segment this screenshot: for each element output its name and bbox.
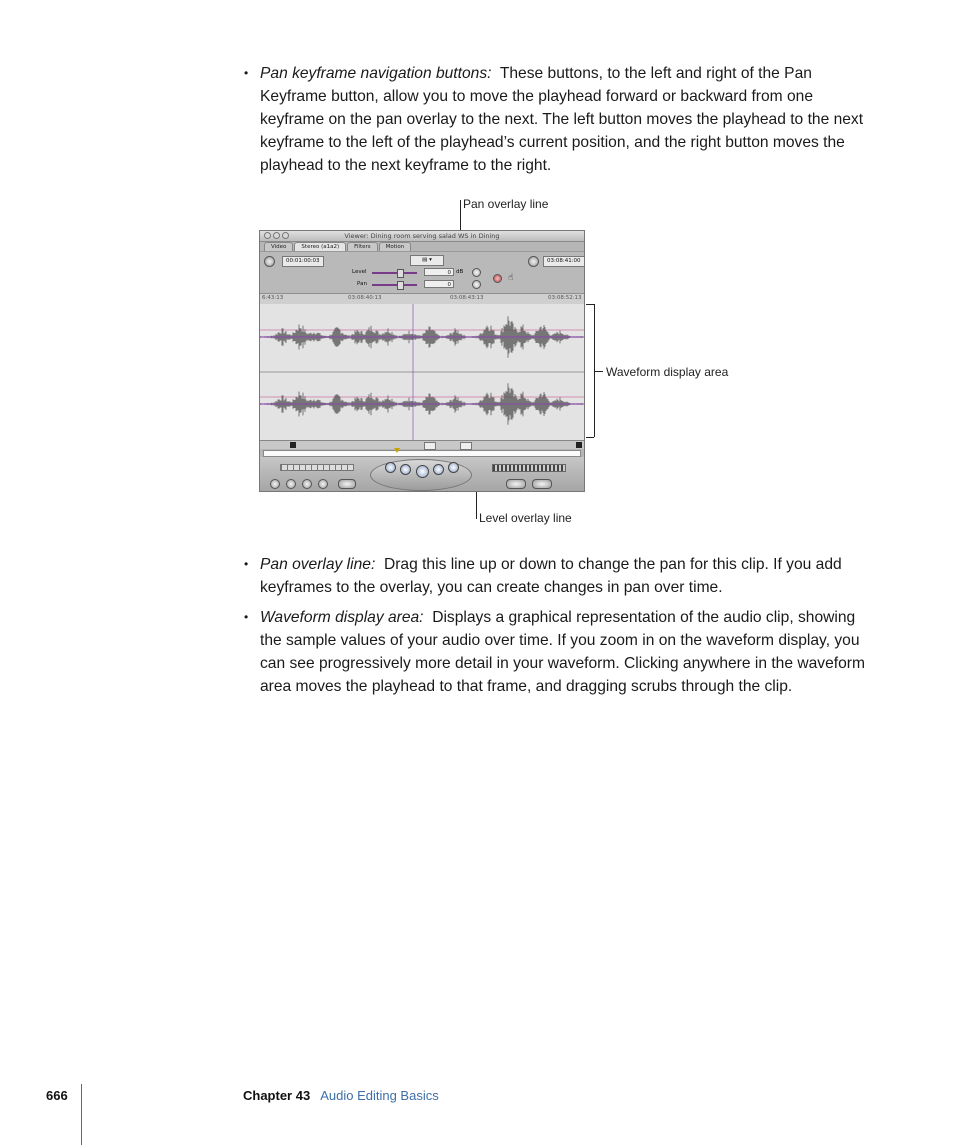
scroll-thumb-right[interactable]: [460, 442, 472, 450]
previous-edit-button[interactable]: [385, 462, 396, 473]
generator-button[interactable]: [532, 479, 552, 489]
footer-divider: [81, 1084, 82, 1145]
scroll-left-arrow-icon[interactable]: [290, 442, 296, 448]
zoom-scrollbar[interactable]: [260, 440, 584, 449]
level-label: Level: [352, 269, 367, 275]
waveform-display-area[interactable]: [260, 304, 584, 440]
chapter-label: Chapter 43: [243, 1088, 311, 1103]
viewer-tabs: [264, 242, 411, 251]
callout-level-overlay: Level overlay line: [479, 511, 572, 525]
callout-pan-overlay: Pan overlay line: [463, 197, 549, 211]
recent-clips-button[interactable]: [506, 479, 526, 489]
shuttle-control[interactable]: [280, 464, 354, 471]
playhead-icon[interactable]: [394, 448, 400, 453]
ruler-tick: 03:08:43:13: [450, 295, 484, 301]
viewer-title: Viewer: Dining room serving salad WS in Dining: [344, 232, 500, 240]
viewer-titlebar: [260, 231, 584, 242]
bullet-text: Drag this line up or down to change the pan for this clip. If you add keyframes to the overlay, you can create changes in pan over time.: [260, 556, 842, 596]
play-in-to-out-button[interactable]: [400, 464, 411, 475]
bullet-pan-overlay-line: [244, 553, 880, 599]
bullet-waveform-display-area: [244, 606, 880, 698]
level-keyframe-button[interactable]: [472, 268, 481, 277]
ruler-tick: 03:08:40:13: [348, 295, 382, 301]
level-value[interactable]: 0: [424, 268, 454, 276]
add-keyframe-button[interactable]: [318, 479, 328, 489]
transport-controls: [260, 457, 584, 492]
ruler-tick: 6:43:13: [262, 295, 284, 301]
section-title[interactable]: Audio Editing Basics: [320, 1088, 439, 1103]
bullet-term: Pan overlay line:: [260, 556, 376, 573]
ruler-tick: 03:08:52:13: [548, 295, 582, 301]
bullet-text: These buttons, to the left and right of the Pan Keyframe button, allow you to move the playhead forward or backward from one keyframe on the pan overlay to the next. The left button moves the playhead to the next keyframe to the left of the playhead’s current position, and the right button moves the playhead to the next keyframe to the right.: [260, 65, 864, 174]
bullet-marker: •: [244, 66, 249, 80]
play-button[interactable]: [416, 465, 429, 478]
jog-control[interactable]: [492, 464, 566, 472]
drag-hand-icon[interactable]: [264, 256, 275, 267]
bullet-marker: •: [244, 557, 249, 571]
scrubber-bar[interactable]: [263, 450, 581, 457]
bullet-term: Waveform display area:: [260, 609, 424, 626]
pan-slider[interactable]: [372, 284, 417, 286]
tab-filters[interactable]: Filters: [347, 242, 378, 251]
match-frame-button[interactable]: [338, 479, 356, 489]
level-unit: dB: [456, 269, 464, 275]
bullet-marker: •: [244, 610, 249, 624]
jog-icon[interactable]: [528, 256, 539, 267]
current-timecode[interactable]: 03:08:41:00: [543, 256, 585, 267]
waveform-graphic: [260, 304, 584, 440]
level-slider[interactable]: [372, 272, 417, 274]
bullet-term: Pan keyframe navigation buttons:: [260, 65, 492, 82]
play-around-button[interactable]: [433, 464, 444, 475]
bullet-text: Displays a graphical representation of the audio clip, showing the sample values of your audio over time. If you zoom in on the waveform display, you can see progressively more detail in your waveform. Clicking anywhere in the waveform area moves the playhead to that frame, and dragging scrubs through the clip.: [260, 609, 865, 695]
bracket-bottom: [586, 437, 594, 438]
reset-button[interactable]: [493, 274, 502, 283]
bracket-top: [586, 304, 594, 305]
tab-stereo[interactable]: Stereo (a1a2): [294, 242, 346, 251]
page-number: 666: [46, 1088, 68, 1103]
drag-hand-cursor-icon[interactable]: ☝: [508, 273, 514, 283]
scroll-thumb[interactable]: [424, 442, 436, 450]
tab-motion[interactable]: Motion: [379, 242, 412, 251]
bracket-leader: [594, 371, 603, 372]
callout-waveform-area: Waveform display area: [606, 365, 729, 379]
clip-menu-button[interactable]: ▤ ▾: [410, 255, 444, 266]
insert-button[interactable]: [270, 479, 280, 489]
pan-value[interactable]: 0: [424, 280, 454, 288]
duration-timecode[interactable]: 00:01:00:03: [282, 256, 324, 267]
bullet-pan-keyframe-nav: [244, 62, 880, 177]
add-marker-button[interactable]: [302, 479, 312, 489]
viewer-window: [259, 230, 585, 492]
tab-video[interactable]: Video: [264, 242, 293, 251]
footer-chapter: [243, 1088, 439, 1103]
next-edit-button[interactable]: [448, 462, 459, 473]
pan-label: Pan: [357, 281, 367, 287]
scroll-right-arrow-icon[interactable]: [576, 442, 582, 448]
mark-in-button[interactable]: [286, 479, 296, 489]
pan-keyframe-button[interactable]: [472, 280, 481, 289]
